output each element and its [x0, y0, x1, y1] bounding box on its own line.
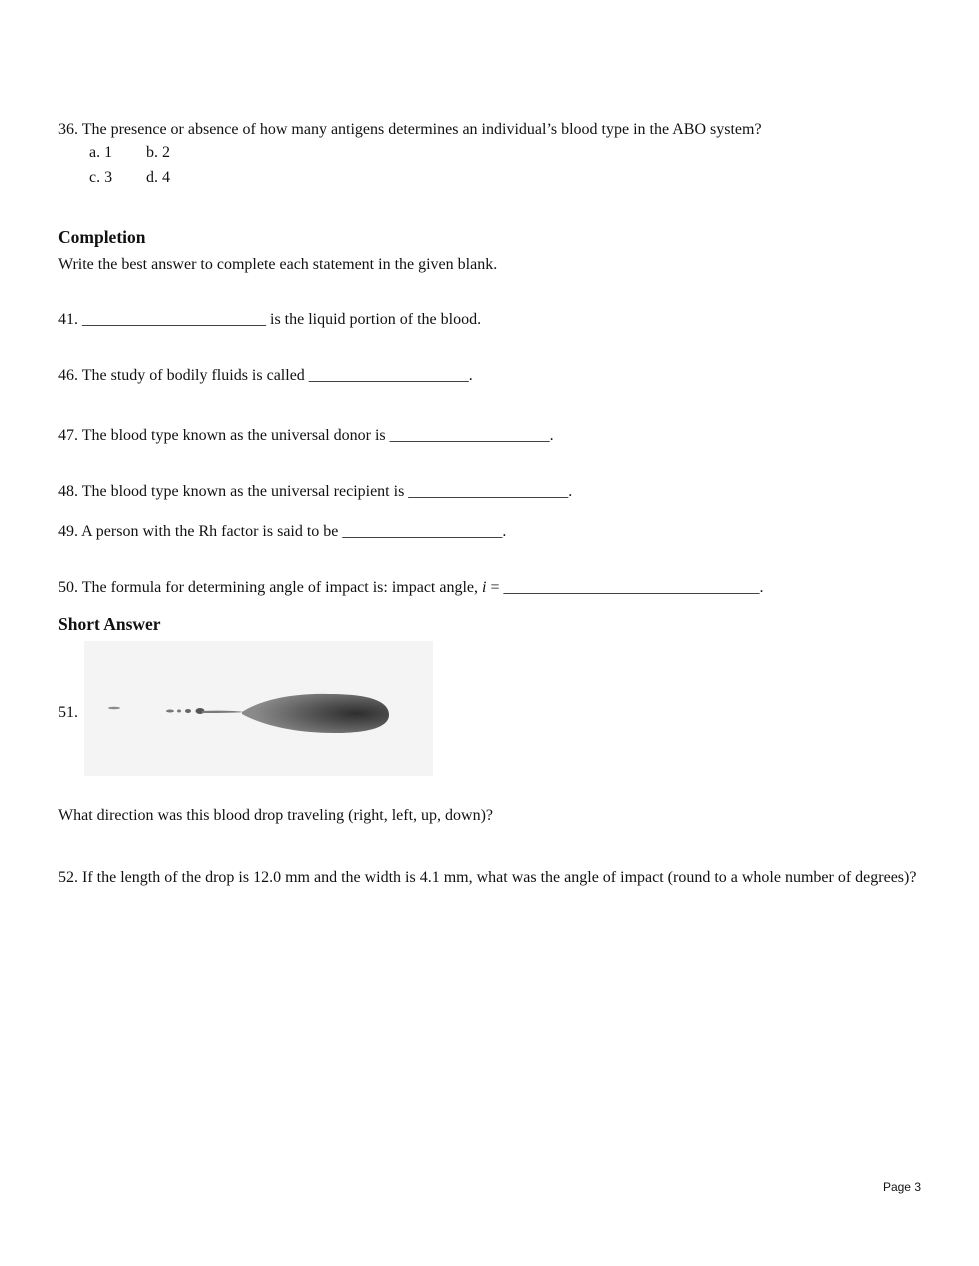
- question-52: 52. If the length of the drop is 12.0 mm and the width is 4.1 mm, what was the angle of impact (round to a whole number of degrees)?: [58, 869, 917, 886]
- short-answer-heading: Short Answer: [58, 614, 161, 634]
- question-36-text: 36. The presence or absence of how many antigens determines an individual’s blood type in the ABO system?: [58, 121, 762, 138]
- completion-instructions: Write the best answer to complete each statement in the given blank.: [58, 256, 498, 273]
- question-51-text: What direction was this blood drop traveling (right, left, up, down)?: [58, 807, 494, 824]
- question-36-option-a: a. 1: [89, 144, 113, 161]
- question-51-number: 51.: [58, 704, 78, 721]
- question-36-option-c: c. 3: [89, 169, 113, 186]
- question-47: 47. The blood type known as the universal donor is ____________________.: [58, 427, 554, 444]
- page-number: Page 3: [882, 1180, 921, 1194]
- blood-drop-photo: [84, 641, 433, 776]
- question-41: 41. _______________________ is the liquid portion of the blood.: [58, 311, 482, 328]
- question-50: [58, 579, 764, 597]
- question-36-option-b: b. 2: [146, 144, 170, 161]
- question-50-prefix: 50. The formula for determining angle of impact is: impact angle,: [58, 579, 483, 596]
- blood-drop-graphic: [84, 641, 433, 776]
- question-49: 49. A person with the Rh factor is said to be ____________________.: [58, 523, 507, 540]
- question-48: 48. The blood type known as the universal recipient is ____________________.: [58, 483, 573, 500]
- completion-heading: Completion: [58, 227, 146, 247]
- question-46: 46. The study of bodily fluids is called ____________________.: [58, 367, 473, 384]
- question-36-option-d: d. 4: [146, 169, 170, 186]
- question-50-suffix: = ________________________________.: [486, 579, 764, 596]
- question-50-variable: i: [482, 579, 487, 596]
